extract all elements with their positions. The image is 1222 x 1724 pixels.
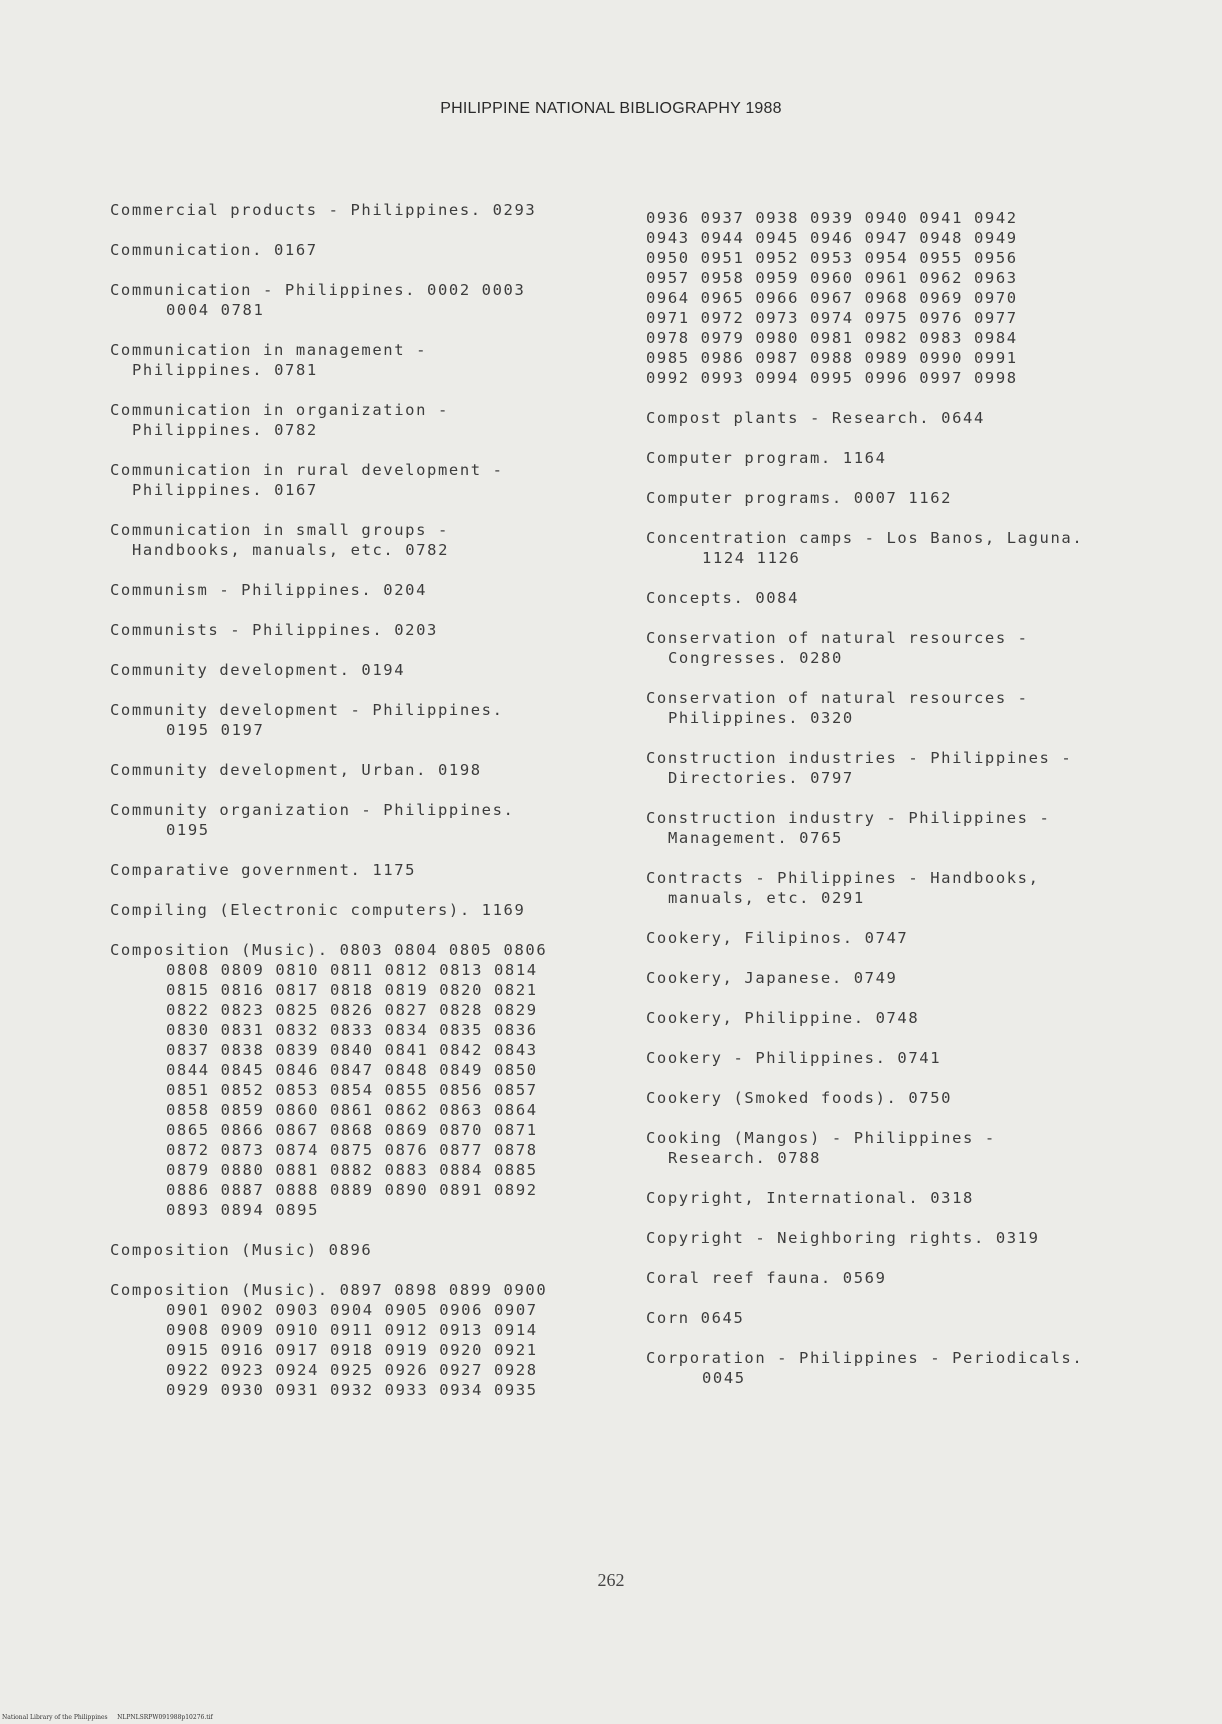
entry-numbers: 0195 xyxy=(166,821,210,839)
index-entry xyxy=(646,1008,1146,1028)
entry-numbers: 0195 0197 xyxy=(166,721,265,739)
index-entry xyxy=(110,240,630,260)
entry-heading: Cookery (Smoked foods). 0750 xyxy=(646,1089,953,1107)
index-entry xyxy=(646,1228,1146,1248)
entry-numbers: 0929 0930 0931 0932 0933 0934 0935 xyxy=(166,1381,538,1399)
entry-heading: Composition (Music). 0897 0898 0899 0900 xyxy=(110,1281,548,1299)
entry-heading: Conservation of natural resources - xyxy=(646,629,1029,647)
index-entry xyxy=(646,748,1146,788)
page-header-title: PHILIPPINE NATIONAL BIBLIOGRAPHY 1988 xyxy=(440,100,782,117)
index-entry xyxy=(646,588,1146,608)
entry-heading: Communication in small groups - xyxy=(110,521,449,539)
right-index-column xyxy=(646,208,1146,1408)
number-line: 0985 0986 0987 0988 0989 0990 0991 xyxy=(646,349,1018,367)
index-entry xyxy=(646,628,1146,668)
entry-heading: Communication. 0167 xyxy=(110,241,318,259)
entry-heading: Composition (Music) 0896 xyxy=(110,1241,373,1259)
index-entry xyxy=(110,200,630,220)
entry-heading: Commercial products - Philippines. 0293 xyxy=(110,201,537,219)
index-entry xyxy=(646,1348,1146,1388)
index-entry xyxy=(110,620,630,640)
index-entry xyxy=(646,1188,1146,1208)
entry-heading: Cookery, Japanese. 0749 xyxy=(646,969,898,987)
entry-heading: Corn 0645 xyxy=(646,1309,745,1327)
entry-heading: Composition (Music). 0803 0804 0805 0806 xyxy=(110,941,548,959)
entry-heading: Construction industry - Philippines - xyxy=(646,809,1051,827)
entry-heading: Comparative government. 1175 xyxy=(110,861,417,879)
index-entry xyxy=(646,488,1146,508)
entry-numbers: 0830 0831 0832 0833 0834 0835 0836 xyxy=(166,1021,538,1039)
index-entry xyxy=(646,868,1146,908)
entry-heading: Communication in rural development - xyxy=(110,461,504,479)
entry-heading: Computer programs. 0007 1162 xyxy=(646,489,953,507)
entry-heading: Communication in management - xyxy=(110,341,428,359)
entry-numbers: 0045 xyxy=(702,1369,746,1387)
entry-heading: Concepts. 0084 xyxy=(646,589,800,607)
entry-heading: Cookery, Philippine. 0748 xyxy=(646,1009,920,1027)
entry-numbers: 0879 0880 0881 0882 0883 0884 0885 xyxy=(166,1161,538,1179)
number-line: 0957 0958 0959 0960 0961 0962 0963 xyxy=(646,269,1018,287)
index-entry xyxy=(646,448,1146,468)
right-entries xyxy=(646,408,1146,1388)
entry-heading: Contracts - Philippines - Handbooks, xyxy=(646,869,1040,887)
entry-heading: Communism - Philippines. 0204 xyxy=(110,581,428,599)
index-entry xyxy=(646,1268,1146,1288)
entry-numbers: 0865 0866 0867 0868 0869 0870 0871 xyxy=(166,1121,538,1139)
number-line: 0964 0965 0966 0967 0968 0969 0970 xyxy=(646,289,1018,307)
index-entry xyxy=(646,968,1146,988)
index-entry xyxy=(646,408,1146,428)
entry-numbers: 0858 0859 0860 0861 0862 0863 0864 xyxy=(166,1101,538,1119)
index-entry xyxy=(646,528,1146,568)
entry-heading: Copyright - Neighboring rights. 0319 xyxy=(646,1229,1040,1247)
index-entry xyxy=(110,400,630,440)
entry-heading: Community development, Urban. 0198 xyxy=(110,761,482,779)
number-line: 0992 0993 0994 0995 0996 0997 0998 xyxy=(646,369,1018,387)
entry-continuation: Handbooks, manuals, etc. 0782 xyxy=(132,541,450,559)
index-entry xyxy=(110,1280,630,1400)
entry-heading: Construction industries - Philippines - xyxy=(646,749,1073,767)
index-entry xyxy=(110,700,630,740)
continued-number-block xyxy=(646,208,1146,388)
left-index-column xyxy=(110,200,630,1420)
entry-heading: Copyright, International. 0318 xyxy=(646,1189,974,1207)
index-entry xyxy=(110,760,630,780)
index-entry xyxy=(110,800,630,840)
index-entry xyxy=(646,1308,1146,1328)
index-entry xyxy=(110,860,630,880)
index-entry xyxy=(110,340,630,380)
index-entry xyxy=(110,580,630,600)
entry-continuation: Philippines. 0320 xyxy=(668,709,854,727)
entry-continuation: Congresses. 0280 xyxy=(668,649,843,667)
index-entry xyxy=(110,520,630,560)
entry-numbers: 0815 0816 0817 0818 0819 0820 0821 xyxy=(166,981,538,999)
entry-numbers: 0915 0916 0917 0918 0919 0920 0921 xyxy=(166,1341,538,1359)
index-entry xyxy=(110,900,630,920)
entry-heading: Community organization - Philippines. xyxy=(110,801,515,819)
entry-continuation: Management. 0765 xyxy=(668,829,843,847)
entry-numbers: 0908 0909 0910 0911 0912 0913 0914 xyxy=(166,1321,538,1339)
entry-numbers: 0893 0894 0895 xyxy=(166,1201,320,1219)
entry-heading: Conservation of natural resources - xyxy=(646,689,1029,707)
number-line: 0971 0972 0973 0974 0975 0976 0977 xyxy=(646,309,1018,327)
entry-heading: Computer program. 1164 xyxy=(646,449,887,467)
index-entry xyxy=(646,688,1146,728)
entry-heading: Community development - Philippines. xyxy=(110,701,504,719)
entry-continuation: Directories. 0797 xyxy=(668,769,854,787)
number-line: 0950 0951 0952 0953 0954 0955 0956 xyxy=(646,249,1018,267)
entry-numbers: 0886 0887 0888 0889 0890 0891 0892 xyxy=(166,1181,538,1199)
entry-numbers: 1124 1126 xyxy=(702,549,801,567)
entry-heading: Coral reef fauna. 0569 xyxy=(646,1269,887,1287)
scan-footer: National Library of the Philippines NLPNLSRPW091988p10276.tif xyxy=(2,1714,213,1721)
entry-numbers: 0851 0852 0853 0854 0855 0856 0857 xyxy=(166,1081,538,1099)
index-entry xyxy=(646,1128,1146,1168)
index-entry xyxy=(110,660,630,680)
entry-heading: Cookery - Philippines. 0741 xyxy=(646,1049,942,1067)
entry-heading: Concentration camps - Los Banos, Laguna. xyxy=(646,529,1084,547)
entry-numbers: 0901 0902 0903 0904 0905 0906 0907 xyxy=(166,1301,538,1319)
entry-heading: Community development. 0194 xyxy=(110,661,406,679)
entry-numbers: 0837 0838 0839 0840 0841 0842 0843 xyxy=(166,1041,538,1059)
index-entry xyxy=(110,940,630,1220)
entry-heading: Communists - Philippines. 0203 xyxy=(110,621,438,639)
entry-heading: Compost plants - Research. 0644 xyxy=(646,409,985,427)
entry-numbers: 0004 0781 xyxy=(166,301,265,319)
entry-continuation: Philippines. 0167 xyxy=(132,481,318,499)
index-entry xyxy=(110,460,630,500)
entry-heading: Cooking (Mangos) - Philippines - xyxy=(646,1129,996,1147)
number-line: 0978 0979 0980 0981 0982 0983 0984 xyxy=(646,329,1018,347)
entry-continuation: manuals, etc. 0291 xyxy=(668,889,865,907)
entry-continuation: Research. 0788 xyxy=(668,1149,822,1167)
index-entry xyxy=(646,928,1146,948)
entry-numbers: 0822 0823 0825 0826 0827 0828 0829 xyxy=(166,1001,538,1019)
index-entry xyxy=(646,1088,1146,1108)
entry-heading: Compiling (Electronic computers). 1169 xyxy=(110,901,526,919)
entry-heading: Corporation - Philippines - Periodicals. xyxy=(646,1349,1084,1367)
entry-numbers: 0872 0873 0874 0875 0876 0877 0878 xyxy=(166,1141,538,1159)
number-line: 0943 0944 0945 0946 0947 0948 0949 xyxy=(646,229,1018,247)
entry-heading: Cookery, Filipinos. 0747 xyxy=(646,929,909,947)
page-number: 262 xyxy=(597,1570,625,1590)
entry-numbers: 0844 0845 0846 0847 0848 0849 0850 xyxy=(166,1061,538,1079)
entry-heading: Communication - Philippines. 0002 0003 xyxy=(110,281,526,299)
index-entry xyxy=(110,1240,630,1260)
entry-numbers: 0922 0923 0924 0925 0926 0927 0928 xyxy=(166,1361,538,1379)
index-entry xyxy=(646,1048,1146,1068)
entry-heading: Communication in organization - xyxy=(110,401,449,419)
entry-numbers: 0808 0809 0810 0811 0812 0813 0814 xyxy=(166,961,538,979)
index-entry xyxy=(646,808,1146,848)
entry-continuation: Philippines. 0782 xyxy=(132,421,318,439)
index-entry xyxy=(110,280,630,320)
number-line: 0936 0937 0938 0939 0940 0941 0942 xyxy=(646,209,1018,227)
entry-continuation: Philippines. 0781 xyxy=(132,361,318,379)
